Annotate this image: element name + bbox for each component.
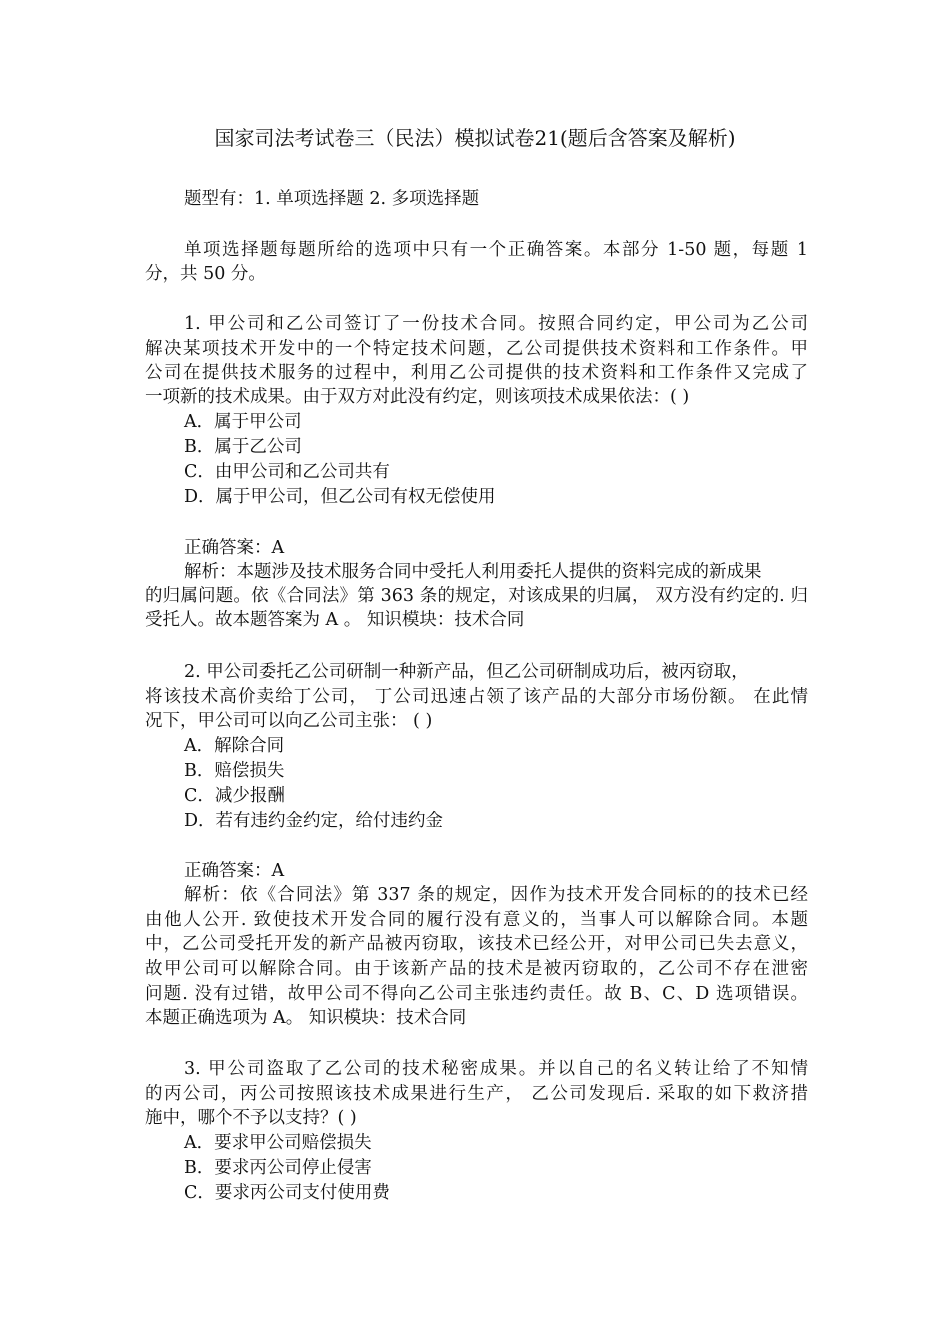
question-1-analysis-line: 受托人。故本题答案为 A 。 知识模块：技术合同 xyxy=(145,610,525,630)
question-3-stem-line: 的丙公司，丙公司按照该技术成果进行生产， 乙公司发现后. 采取的如下救济措 xyxy=(145,1084,808,1104)
question-1-analysis-line: 的归属问题。依《合同法》第 363 条的规定，对该成果的归属， 双方没有约定的. 归 xyxy=(145,586,808,606)
question-1-stem-line: 公司在提供技术服务的过程中，利用乙公司提供的技术资料和工作条件又完成了 xyxy=(145,363,808,383)
question-2-analysis-line: 中，乙公司受托开发的新产品被丙窃取，该技术已经公开，对甲公司已失去意义， xyxy=(145,934,808,954)
section-intro-line: 单项选择题每题所给的选项中只有一个正确答案。本部分 1-50 题，每题 1 xyxy=(184,240,808,260)
question-2-stem-line: 将该技术高价卖给丁公司， 丁公司迅速占领了该产品的大部分市场份额。 在此情 xyxy=(145,687,808,707)
question-2-option-b: B．赔偿损失 xyxy=(184,761,285,781)
question-1-option-d: D．属于甲公司，但乙公司有权无偿使用 xyxy=(184,487,496,507)
question-2-option-c: C．减少报酬 xyxy=(184,786,285,806)
question-2-analysis-line: 解析：依《合同法》第 337 条的规定，因作为技术开发合同标的的技术已经 xyxy=(184,885,808,905)
question-2-analysis-line: 由他人公开. 致使技术开发合同的履行没有意义的，当事人可以解除合同。本题 xyxy=(145,910,808,930)
question-2-analysis-line: 故甲公司可以解除合同。由于该新产品的技术是被丙窃取的，乙公司不存在泄密 xyxy=(145,959,808,979)
question-2-stem-line: 况下，甲公司可以向乙公司主张： ( ) xyxy=(145,711,433,731)
question-1-stem-line: 1. 甲公司和乙公司签订了一份技术合同。按照合同约定，甲公司为乙公司 xyxy=(184,314,808,334)
question-3-stem-line: 3. 甲公司盗取了乙公司的技术秘密成果。并以自己的名义转让给了不知情 xyxy=(184,1059,808,1079)
question-1-stem-line: 解决某项技术开发中的一个特定技术问题，乙公司提供技术资料和工作条件。甲 xyxy=(145,339,808,359)
question-1-option-b: B．属于乙公司 xyxy=(184,437,302,457)
document-title: 国家司法考试卷三（民法）模拟试卷21(题后含答案及解析) xyxy=(214,126,736,150)
question-2-analysis-line: 问题. 没有过错，故甲公司不得向乙公司主张违约责任。故 B、C、D 选项错误。 xyxy=(145,984,808,1004)
section-intro-line: 分，共 50 分。 xyxy=(145,264,266,284)
question-3-stem-line: 施中，哪个不予以支持？( ) xyxy=(145,1108,357,1128)
question-3-option-a: A．要求甲公司赔偿损失 xyxy=(184,1133,372,1153)
question-1-answer: 正确答案：A xyxy=(184,538,285,558)
question-2-option-a: A．解除合同 xyxy=(184,736,285,756)
question-2-answer: 正确答案：A xyxy=(184,861,285,881)
question-1-analysis-line: 解析：本题涉及技术服务合同中受托人利用委托人提供的资料完成的新成果 xyxy=(184,562,762,582)
question-1-option-c: C．由甲公司和乙公司共有 xyxy=(184,462,390,482)
question-3-option-b: B．要求丙公司停止侵害 xyxy=(184,1158,372,1178)
question-1-stem-line: 一项新的技术成果。由于双方对此没有约定，则该项技术成果依法：( ) xyxy=(145,387,690,407)
question-types: 题型有：1. 单项选择题 2. 多项选择题 xyxy=(184,189,480,209)
question-2-option-d: D．若有违约金约定，给付违约金 xyxy=(184,811,444,831)
question-2-stem-line: 2. 甲公司委托乙公司研制一种新产品，但乙公司研制成功后，被丙窃取， xyxy=(184,662,749,682)
question-2-analysis-line: 本题正确选项为 A。 知识模块：技术合同 xyxy=(145,1008,467,1028)
question-3-option-c: C．要求丙公司支付使用费 xyxy=(184,1183,390,1203)
question-1-option-a: A．属于甲公司 xyxy=(184,412,302,432)
